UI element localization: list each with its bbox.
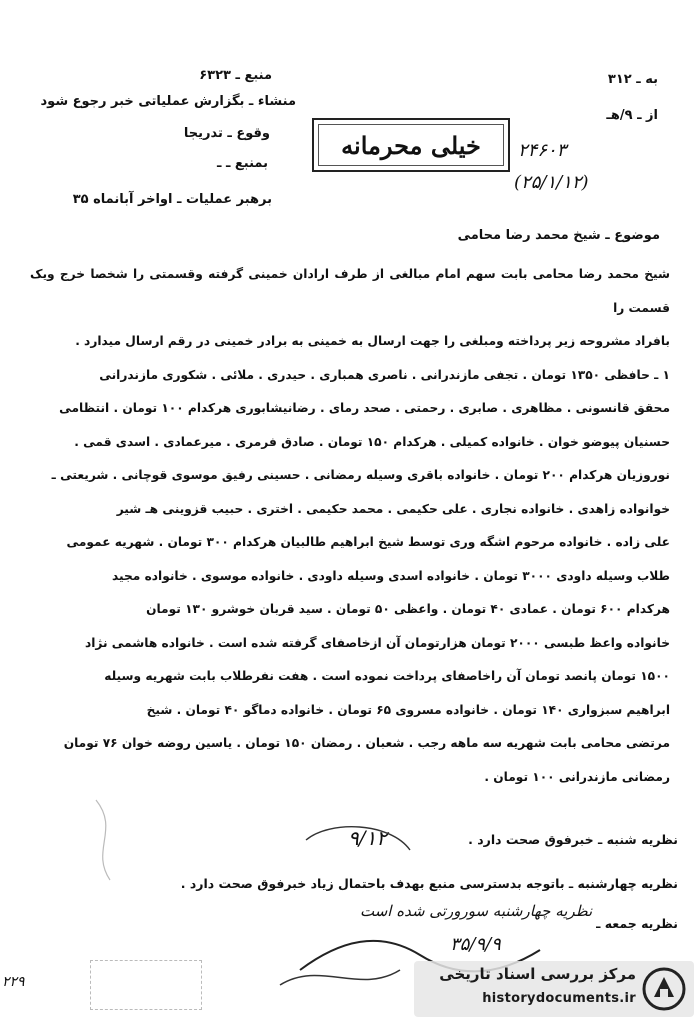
archive-logo-icon [642, 967, 686, 1011]
classification-text: خیلی محرمانه [341, 130, 481, 160]
header-origin: منشاء ـ بگزارش عملیاتی خبر رجوع شود [40, 94, 296, 109]
body-line: مرتضی محامی بابت شهریه سه ماهه رجب . شعبان . رمضان ۱۵۰ تومان . یاسین روضه خوان ۷۶ تومان [63, 736, 670, 750]
body-line: علی زاده . خانواده مرحوم اشگه وری توسط شیخ ابراهیم طالبیان هرکدام ۳۰۰ تومان . شهریه عمومی [66, 535, 670, 549]
body-line: خانواده واعظ طبسی ۲۰۰۰ تومان هزارتومان آن ازخاصفای گرفته شده است . خانواده هاشمی نژاد [84, 635, 670, 650]
body-line: حسنیان پیوضو خوان . خانواده کمیلی . هرکدام ۱۵۰ تومان . صادق فرمری . میرعمادی . اسدی قمی . [74, 434, 670, 449]
body-line: رمضانی مازندرانی ۱۰۰ تومان . [484, 769, 670, 784]
handwritten-ref-number: ۲۴۶۰۳ [518, 140, 567, 161]
header-occurrence: وقوع ـ تدریجا [183, 126, 270, 141]
body-line: محقق قانسونی . مظاهری . صابری . رحمتی . صحد رمای . رضانیشابوری هرکدام ۱۰۰ تومان . انتظامی [59, 401, 670, 415]
body-line: ۱ ـ حافظی ۱۳۵۰ تومان . تجفی مازندرانی . ناصری همباری . حیدری . ملائی . شکوری مازندرانی [99, 367, 670, 382]
body-line: هرکدام ۶۰۰ تومان . عمادی ۴۰ تومان . واعظی ۵۰ تومان . سید قربان خوشرو ۱۳۰ تومان [146, 602, 670, 616]
body-line: بافراد مشروحه زیر پرداخته ومبلغی را جهت ارسال به خمینی به برادر خمینی در رقم ارسال میدارد . [75, 334, 670, 348]
header-from: از ـ ۹/هـ [606, 108, 658, 123]
header-beneba: بمنبع ـ ـ [216, 156, 268, 171]
edge-number: ۲۲۹ [2, 974, 25, 990]
note-wednesday: نظریه چهارشنبه ـ باتوجه بدسترسی منبع بهدف باحتمال زیاد خبرفوق صحت دارد . [180, 876, 678, 891]
note-thursday: نظریه جمعه ـ [596, 916, 678, 931]
body-line: شیخ محمد رضا محامی بابت سهم امام مبالغی از طرف ارادان خمینی گرفته وقسمتی را شخصا خرج ویک قسمت را [30, 267, 670, 315]
handwritten-date: ۳۵/۹/۹ [450, 934, 501, 955]
header-operations: برهبر عملیات ـ اواخر آبانماه ۳۵ [72, 192, 272, 207]
handwritten-margin-number: ۹/۱۲ [348, 826, 387, 850]
body-line: نوروزیان هرکدام ۲۰۰ تومان . خانواده باقری وسیله رمضانی . حسینی رفیق موسوی قوچانی . شریعتی ـ [51, 468, 670, 482]
body-line: طلاب وسیله داودی ۳۰۰۰ تومان . خانواده اسدی وسیله داودی . خانواده موسوی . خانواده مجید [111, 568, 670, 583]
header-source: منبع ـ ۶۳۲۳ [199, 68, 272, 83]
note-saturday: نظریه شنبه ـ خبرفوق صحت دارد . [468, 832, 678, 847]
watermark-fa-text: مرکز بررسی اسناد تاریخی [439, 965, 636, 983]
handwritten-ref-date: (۲۵/۱/۱۲) [514, 172, 589, 193]
handwritten-note-line: نظریه چهارشنبه سورورتی شده است [360, 902, 593, 920]
body-line: ۱۵۰۰ تومان پانصد تومان آن راخاصفای پرداخت نموده است . هفت نفرطلاب بابت شهریه وسیله [104, 669, 670, 683]
body-line: ابراهیم سبزواری ۱۴۰ تومان . خانواده مسروی ۶۵ تومان . خانواده دماگو ۴۰ تومان . شیخ [146, 702, 670, 717]
watermark-en-text: historydocuments.ir [482, 991, 636, 1006]
body-line: خوانواده زاهدی . خانواده نجاری . علی حکیمی . محمد حکیمی . اختری . حبیب قزوینی هـ شیر [116, 501, 670, 516]
faded-stamp [90, 960, 202, 1010]
header-to: به ـ ۳۱۲ [607, 72, 658, 87]
archive-watermark [414, 961, 694, 1017]
subject-line: موضوع ـ شیخ محمد رضا محامی [457, 228, 660, 243]
